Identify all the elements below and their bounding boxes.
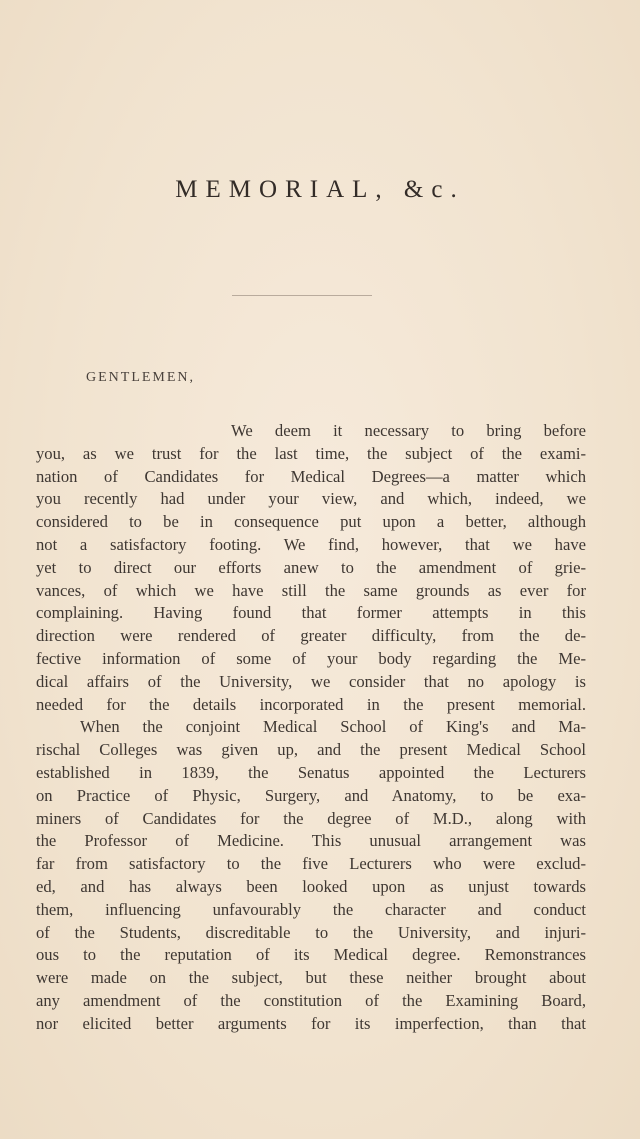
text-line: fective information of some of your body regarding the Me- xyxy=(36,648,586,668)
text-line: not a satisfactory footing. We find, however, that we have xyxy=(36,534,586,554)
text-line: needed for the details incorporated in the present memorial. xyxy=(36,694,586,714)
text-line: of the Students, discreditable to the University, and injuri- xyxy=(36,922,586,942)
text-line: We deem it necessary to bring before xyxy=(231,421,586,440)
title-rule xyxy=(232,295,372,296)
text-line: you recently had under your view, and which, indeed, we xyxy=(36,489,586,509)
text-line: miners of Candidates for the degree of M.D., along with xyxy=(36,808,586,828)
text-line: direction were rendered of greater difficulty, from the de- xyxy=(36,626,586,646)
salutation: GENTLEMEN, xyxy=(86,370,196,385)
document-title: MEMORIAL, &c. xyxy=(175,176,465,203)
text-line: considered to be in consequence put upon a better, although xyxy=(36,512,586,532)
text-line: ed, and has always been looked upon as unjust towards xyxy=(36,876,586,896)
text-line: the Professor of Medicine. This unusual arrangement was xyxy=(36,831,586,851)
text-line: you, as we trust for the last time, the subject of the exami- xyxy=(36,443,586,463)
text-line: nor elicited better arguments for its imperfection, than that xyxy=(36,1013,586,1033)
text-line: were made on the subject, but these neither brought about xyxy=(36,968,586,988)
text-line: any amendment of the constitution of the Examining Board, xyxy=(36,990,586,1010)
text-line: rischal Colleges was given up, and the present Medical School xyxy=(36,740,586,760)
text-line: yet to direct our efforts anew to the amendment of grie- xyxy=(36,557,586,577)
text-line: ous to the reputation of its Medical degree. Remonstrances xyxy=(36,945,586,965)
text-line: nation of Candidates for Medical Degrees—a matter which xyxy=(36,466,586,486)
text-line: vances, of which we have still the same grounds as ever for xyxy=(36,580,586,600)
text-line: far from satisfactory to the five Lecturers who were exclud- xyxy=(36,854,586,874)
text-line: complaining. Having found that former attempts in this xyxy=(36,603,586,623)
text-line: When the conjoint Medical School of King's and Ma- xyxy=(80,717,586,737)
text-line: established in 1839, the Senatus appointed the Lecturers xyxy=(36,762,586,782)
text-line: on Practice of Physic, Surgery, and Anatomy, to be exa- xyxy=(36,785,586,805)
text-line: them, influencing unfavourably the character and conduct xyxy=(36,899,586,919)
text-line: dical affairs of the University, we consider that no apology is xyxy=(36,671,586,691)
memorial-body xyxy=(36,420,586,1036)
